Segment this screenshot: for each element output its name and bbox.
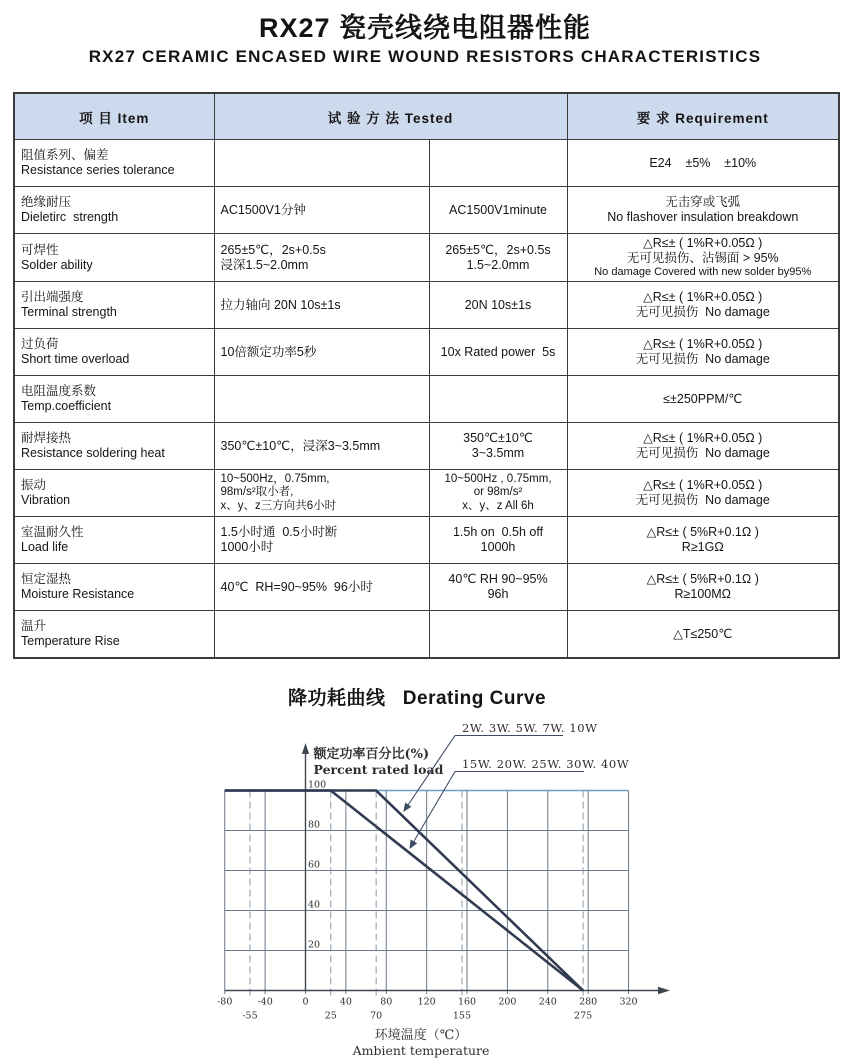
x-subtick-label: -55 xyxy=(242,1010,258,1022)
test-method-en-cell xyxy=(429,423,567,470)
x-subtick-label: 70 xyxy=(370,1010,383,1022)
x-tick-label: 0 xyxy=(302,996,309,1008)
requirement-cell xyxy=(567,234,839,282)
table-row xyxy=(14,564,839,611)
item-label-en: Moisture Resistance xyxy=(21,587,135,601)
item-label-cn: 可焊性 xyxy=(21,242,59,257)
curve-label: 2W. 3W. 5W. 7W. 10W xyxy=(462,721,598,735)
y-axis-title-en: Percent rated load xyxy=(313,762,444,777)
item-cell xyxy=(14,611,214,659)
cell-line: 1000小时 xyxy=(220,540,274,554)
table-row xyxy=(14,329,839,376)
x-axis-title-en: Ambient temperature xyxy=(352,1043,490,1058)
page-subtitle: RX27 CERAMIC ENCASED WIRE WOUND RESISTORS CHARACTERISTICS xyxy=(88,47,762,66)
cell-line: 1.5~2.0mm xyxy=(466,257,530,272)
test-method-en-cell xyxy=(429,329,567,376)
cell-line: AC1500V1minute xyxy=(449,202,547,217)
item-label-en: Terminal strength xyxy=(21,305,117,319)
cell-line: 3~3.5mm xyxy=(471,446,525,460)
cell-line: 无可见损伤 No damage xyxy=(635,446,770,460)
cell-line: 1.5h on 0.5h off xyxy=(452,525,544,539)
test-method-cn-cell xyxy=(214,376,429,423)
requirement-cell xyxy=(567,329,839,376)
col-header-tested: 试 验 方 法 Tested xyxy=(214,93,567,140)
cell-line: △R≤± ( 1%R+0.05Ω ) xyxy=(643,478,763,492)
cell-line: ≤±250PPM/℃ xyxy=(663,391,743,406)
test-method-cn-cell xyxy=(214,140,429,187)
item-cell xyxy=(14,140,214,187)
characteristics-table xyxy=(13,92,840,659)
requirement-cell xyxy=(567,611,839,659)
cell-line: △R≤± ( 1%R+0.05Ω ) xyxy=(643,236,763,250)
item-label-cn: 电阻温度系数 xyxy=(21,384,97,398)
y-tick-label: 80 xyxy=(308,819,321,831)
table-row xyxy=(14,282,839,329)
y-tick-label: 40 xyxy=(308,899,321,911)
cell-line: △T≤250℃ xyxy=(673,626,733,641)
cell-line: 265±5℃，2s+0.5s xyxy=(445,242,551,257)
cell-line: x、y、z All 6h xyxy=(462,499,534,512)
cell-line: or 98m/s² xyxy=(473,486,523,499)
table-row xyxy=(14,140,839,187)
cell-line: 20N 10s±1s xyxy=(464,297,532,312)
item-label-en: Temp.coefficient xyxy=(21,399,112,413)
test-method-cn-cell xyxy=(214,423,429,470)
cell-line: R≥100MΩ xyxy=(674,587,732,601)
chart-title: 降功耗曲线 Derating Curve xyxy=(287,688,547,709)
requirement-cell xyxy=(567,517,839,564)
test-method-en-cell xyxy=(429,282,567,329)
x-tick-label: 160 xyxy=(457,996,477,1008)
item-label-en: Resistance soldering heat xyxy=(21,446,165,460)
requirement-cell xyxy=(567,564,839,611)
test-method-en-cell xyxy=(429,470,567,517)
cell-line: 98m/s²取小者, xyxy=(220,486,294,499)
cell-line: 96h xyxy=(487,587,509,601)
test-method-cn-cell xyxy=(214,470,429,517)
requirement-cell xyxy=(567,470,839,517)
cell-line: 1.5小时通 0.5小时断 xyxy=(220,525,338,539)
test-method-cn-cell xyxy=(214,282,429,329)
test-method-cn-cell xyxy=(214,329,429,376)
cell-line: 40℃ RH=90~95% 96小时 xyxy=(220,579,373,594)
item-cell xyxy=(14,234,214,282)
test-method-cn-cell xyxy=(214,187,429,234)
x-tick-label: 240 xyxy=(538,996,557,1008)
cell-line: 350℃±10℃ xyxy=(463,431,533,445)
test-method-en-cell xyxy=(429,234,567,282)
item-cell xyxy=(14,187,214,234)
cell-line: R≥1GΩ xyxy=(681,540,724,554)
cell-line: 10倍额定功率5秒 xyxy=(220,344,317,359)
cell-line: 浸深1.5~2.0mm xyxy=(220,257,309,272)
x-axis-arrow xyxy=(658,987,670,995)
item-label-cn: 引出端强度 xyxy=(21,290,84,304)
item-label-en: Dieletirc strength xyxy=(21,210,119,224)
page-title: RX27 瓷壳线绕电阻器性能 xyxy=(258,13,592,43)
x-subtick-label: 25 xyxy=(324,1010,337,1022)
x-tick-label: -80 xyxy=(217,996,233,1008)
test-method-en-cell xyxy=(429,611,567,659)
item-label-cn: 室温耐久性 xyxy=(21,525,84,539)
test-method-cn-cell xyxy=(214,611,429,659)
col-header-item: 项 目 Item xyxy=(14,93,214,140)
item-cell xyxy=(14,517,214,564)
derating-chart xyxy=(0,712,850,1060)
item-label-en: Load life xyxy=(21,540,69,554)
header-row xyxy=(14,93,839,140)
item-cell xyxy=(14,423,214,470)
test-method-cn-cell xyxy=(214,517,429,564)
x-axis-title-cn: 环境温度（℃） xyxy=(374,1028,468,1043)
item-cell xyxy=(14,470,214,517)
cell-line: △R≤± ( 1%R+0.05Ω ) xyxy=(643,337,763,351)
test-method-en-cell xyxy=(429,140,567,187)
requirement-cell xyxy=(567,187,839,234)
table-row xyxy=(14,423,839,470)
item-label-en: Short time overload xyxy=(21,352,130,366)
cell-line: 40℃ RH 90~95% xyxy=(448,572,548,586)
item-label-en: Solder ability xyxy=(21,257,93,272)
y-axis-arrow xyxy=(302,743,309,754)
cell-line: 265±5℃，2s+0.5s xyxy=(220,242,326,257)
test-method-en-cell xyxy=(429,517,567,564)
derating-curve-low-power xyxy=(225,791,583,991)
item-cell xyxy=(14,376,214,423)
cell-line: 10~500Hz , 0.75mm, xyxy=(444,472,552,485)
x-tick-label: 40 xyxy=(339,996,352,1008)
cell-line: 无可见损伤 No damage xyxy=(635,305,770,319)
y-tick-label: 100 xyxy=(308,779,327,791)
cell-line: No damage Covered with new solder by95% xyxy=(594,266,812,278)
item-label-cn: 阻值系列、偏差 xyxy=(21,148,109,162)
table-row xyxy=(14,376,839,423)
cell-line: 无可见损伤 No damage xyxy=(635,352,770,366)
x-subtick-label: 155 xyxy=(452,1010,472,1022)
cell-line: 无可见损伤 No damage xyxy=(635,493,770,507)
cell-line: 10~500Hz，0.75mm, xyxy=(220,472,330,485)
table-row xyxy=(14,611,839,659)
table-row xyxy=(14,187,839,234)
x-tick-label: 200 xyxy=(498,996,517,1008)
x-tick-label: -40 xyxy=(257,996,273,1008)
cell-line: 350℃±10℃，浸深3~3.5mm xyxy=(220,438,381,453)
requirement-cell xyxy=(567,282,839,329)
cell-line: △R≤± ( 1%R+0.05Ω ) xyxy=(643,290,763,304)
cell-line: △R≤± ( 5%R+0.1Ω ) xyxy=(646,525,759,539)
cell-line: No flashover insulation breakdown xyxy=(607,210,799,224)
x-tick-label: 80 xyxy=(380,996,393,1008)
test-method-en-cell xyxy=(429,564,567,611)
item-label-cn: 恒定湿热 xyxy=(21,572,72,586)
cell-line: 拉力轴向 20N 10s±1s xyxy=(220,297,341,312)
curve-label: 15W. 20W. 25W. 30W. 40W xyxy=(462,757,630,771)
cell-line: 无击穿或飞弧 xyxy=(665,195,741,209)
cell-line: AC1500V1分钟 xyxy=(220,202,306,217)
item-label-cn: 绝缘耐压 xyxy=(21,195,72,209)
x-tick-label: 280 xyxy=(579,996,598,1008)
derating-curve-high-power xyxy=(225,791,583,991)
test-method-en-cell xyxy=(429,187,567,234)
table-body xyxy=(14,140,839,659)
item-label-cn: 过负荷 xyxy=(21,337,59,351)
y-axis-title-cn: 额定功率百分比(%) xyxy=(313,747,430,762)
item-label-cn: 温升 xyxy=(21,619,47,633)
cell-line: 无可见损伤、沾锡面 > 95% xyxy=(626,251,779,265)
table-row xyxy=(14,517,839,564)
x-subtick-label: 275 xyxy=(574,1010,593,1022)
cell-line: x、y、z三方向共6小时 xyxy=(220,499,337,512)
y-tick-label: 60 xyxy=(308,859,321,871)
item-cell xyxy=(14,282,214,329)
item-cell xyxy=(14,564,214,611)
requirement-cell xyxy=(567,376,839,423)
x-tick-label: 120 xyxy=(417,996,436,1008)
cell-line: △R≤± ( 5%R+0.1Ω ) xyxy=(646,572,759,586)
item-label-en: Resistance series tolerance xyxy=(21,163,175,177)
table-row xyxy=(14,470,839,517)
cell-line: E24 ±5% ±10% xyxy=(649,155,757,170)
test-method-cn-cell xyxy=(214,234,429,282)
y-tick-label: 20 xyxy=(308,939,321,951)
cell-line: 10x Rated power 5s xyxy=(440,344,556,359)
test-method-cn-cell xyxy=(214,564,429,611)
cell-line: 1000h xyxy=(480,540,516,554)
requirement-cell xyxy=(567,423,839,470)
item-label-cn: 耐焊接热 xyxy=(21,431,72,445)
table-row xyxy=(14,234,839,282)
test-method-en-cell xyxy=(429,376,567,423)
cell-line: △R≤± ( 1%R+0.05Ω ) xyxy=(643,431,763,445)
item-label-en: Temperature Rise xyxy=(21,634,120,648)
item-label-cn: 振动 xyxy=(21,478,47,492)
curve-label-leader-arrow xyxy=(410,772,455,849)
x-tick-label: 320 xyxy=(619,996,638,1008)
item-cell xyxy=(14,329,214,376)
col-header-requirement: 要 求 Requirement xyxy=(567,93,839,140)
requirement-cell xyxy=(567,140,839,187)
item-label-en: Vibration xyxy=(21,493,71,507)
